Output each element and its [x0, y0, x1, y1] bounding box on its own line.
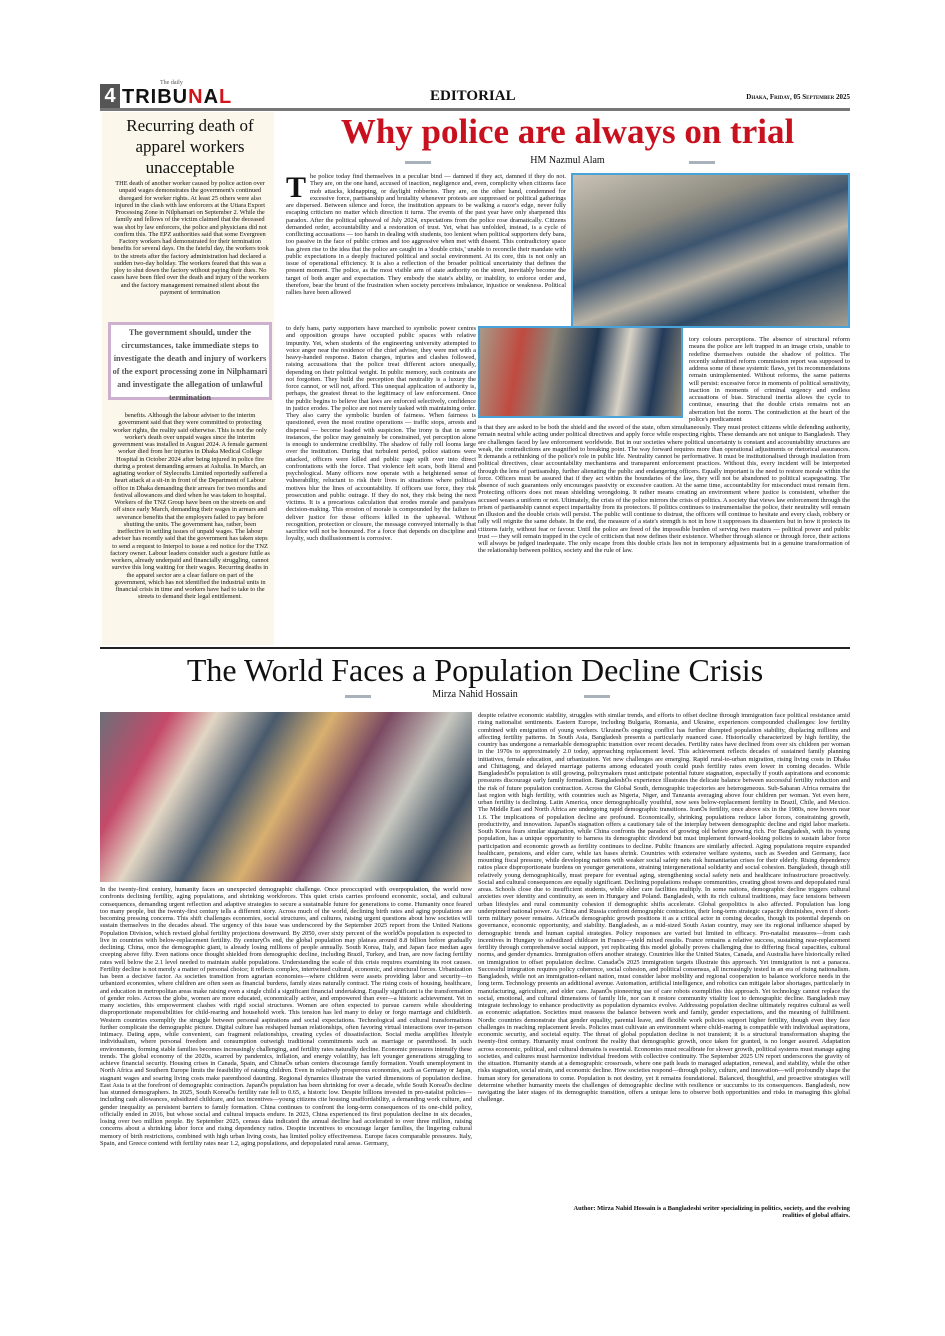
crowd-photo [100, 712, 472, 882]
article-body-column: to defy bans, party supporters have marched to symbolic power centres and opposition groups have occupied public spaces with relative impunity. Yet, when students of the engineering university attempted to voice anger near the residence of the chief adviser, they were met with a heavy-handed response. Baton charges, injuries and clashes followed, raising accusations that the police treat different actors unequally, depending on their political weight. In public memory, such contrasts are not forgotten. They build the perception that neutrality is a luxury the force cannot, or will not, afford. This unequal application of authority is, perhaps, the greatest threat to the legitimacy of law enforcement. Once the public begins to believe that laws are enforced selectively, confidence in justice erodes. The police are not merely tasked with maintaining order. They also carry the symbolic burden of fairness. When fairness is questioned, even the most routine operations — traffic stops, arrests and dispersal — become loaded with suspicion. The irony is that in some instances, the police may genuinely be constrained, yet perception alone is enough to undermine credibility. The shadow of fully roll looms large over the institution. During that turbulent period, police stations were attacked, officers were killed and public rage spilt over into direct confrontations with the force. That violence left scars, both literal and psychological. Many officers now operate with a heightened sense of vulnerability, reluctant to risk their lives in situations where political motives blur the lines of accountability. If officers use force, they risk prosecution and public outrage. If they do not, they risk being the next victims. It is a precarious calculation that erodes morale and paralyses decision-making. This erosion of morale is compounded by the failure to deliver justice for those officers killed in the upheaval. Without recognition, protection or closure, the message conveyed internally is that sacrifice will not be honoured. For a force that depends on discipline and loyalty, such disillusionment is corrosive. [286, 325, 476, 543]
page-number: 4 [100, 84, 120, 108]
drop-cap: T [286, 173, 307, 204]
article-headline: The World Faces a Population Decline Crisis [186, 652, 764, 688]
article-body-column: is that they are asked to be both the shield and the sword of the state, often simultaneously. They must protect citizens while defending authority, remain neutral while acting under political directives and apply force while respecting rights. These demands are not unique to Bangladesh. They are challenges faced by law enforcement worldwide. But in our societies where political uncertainty is constant and accountability structures are weak, the contradictions are magnified to breaking point. The way forward requires more than operational adjustments or rhetorical assurances. It demands a rethinking of the police's role in public life. Neutrality cannot be performative. It must be institutionalised through insulation from political directives, clear accountability mechanisms and transparent enforcement practices. Without this, every incident will be interpreted through the lens of partisanship, further alienating the public and endangering officers. Equally important is the need to restore morale within the force. Officers must be assured that if they act within the boundaries of the law, they will not be abandoned to political scapegoating. The absence of such guarantees only encourages passivity or excessive caution. At the same time, accountability for misconduct must remain firm. Protecting officers does not mean shielding wrongdoing. It rather means creating an environment where justice is consistent, whether the accused wears a uniform or not. Ultimately, the crisis of the police mirrors the crisis of politics. A society that views law enforcement through the prism of partisanship cannot expect impartiality from its protectors. If politics continues to instrumentalise the police, their neutrality will remain an illusion and the double crisis will persist. The public will continue to distrust, the officers will continue to hesitate and every clash, robbery or rally will reignite the same debate. In the end, the measure of a state's strength is not in how it suppresses its dissenters but in how it protects its citizens fairly, without fear or favour. Until the police are freed of the impossible burden of serving two masters — political power and public trust — they will remain trapped in the cycle of criticism that now defines their existence. Whether through silence or through force, their actions will always be judged inadequate. The only escape from this double crisis lies not in temporary adjustments but in a genuine transformation of the relationship between politics, society and the rule of law. [478, 424, 850, 555]
police-officers-photo [478, 326, 683, 418]
byline-bar [584, 695, 610, 698]
masthead-logo: TRIBUNAL [122, 86, 233, 108]
article-body-column: despite relative economic stability, struggles with similar trends, and efforts to offset decline through immigration face political resistance amid rising nationalist sentiments. Eastern Europe, including Bulgaria, Romania, and Ukraine, experiences compounded challenges: low fertility combined with emigration of young workers. UkraineÕs ongoing conflict has further disrupted population stability, displacing millions and affecting fertility patterns. In South Asia, Bangladesh presents a particularly nuanced case. Historically characterized by high fertility, the country has undergone a remarkable demographic transition over recent decades. Fertility rates have declined from over six children per woman in the 1970s to approximately 2.0 today, approaching replacement level. This achievement reflects decades of sustained family planning initiatives, female education, and urbanization. Yet new challenges are emerging. Rapid rural-to-urban migration, rising living costs in Dhaka and Chittagong, and delayed marriage patterns among educated youth could push fertility rates even lower in coming decades. While BangladeshÕs population is still growing, policymakers must anticipate potential future stagnation, especially if youth aspirations and economic pressures discourage early family formation. BangladeshÕs experience illustrates the delicate balance between successful fertility reduction and the risk of future population contraction. Across the Global South, demographic trajectories are heterogeneous. Sub-Saharan Africa remains the last region with high fertility, with countries such as Nigeria, Niger, and Tanzania averaging above four children per woman. Yet even here, urban fertility is declining. Latin America, once demographically youthful, now sees below-replacement fertility in Brazil, Chile, and Mexico. The Middle East and North Africa are undergoing rapid demographic transitions. IranÕs fertility, once above six in the 1980s, now hovers near 1.6. The implications of population decline are profound. Economically, shrinking populations reduce labor forces, constraining growth, productivity, and innovation. JapanÕs stagnation offers a cautionary tale of the interplay between demographic decline and rigid labor markets. South Korea fears similar stagnation, while China confronts the paradox of growing old before growing rich. For Bangladesh, with its young population, has a unique opportunity to harness its demographic dividend but must implement forward-looking policies to sustain labor force participation and economic growth as fertility continues to decline. Public finances are similarly affected. Aging populations require expanded healthcare, pensions, and elder care, while tax bases shrink. Countries with extensive welfare systems, such as Sweden and Germany, face mounting fiscal pressure, while developing nations with weaker social safety nets risk humanitarian crises for their elderly. Rising dependency ratios place disproportionate burdens on younger generations, straining intergenerational solidarity and social cohesion. Bangladesh, though still relatively young demographically, must prepare for eventual aging, strengthening social safety nets and healthcare infrastructure proactively. Social and cultural consequences are equally significant. Declining populations reshape communities, creating ghost towns and depopulated rural areas. Schools close due to insufficient students, while elder care facilities multiply. In some nations, demographic decline triggers cultural anxieties over identity and continuity, as seen in Hungary and Poland. Bangladesh, with its rich cultural traditions, may face tensions between urban lifestyles and rural community cohesion if demographic shifts accelerate. Global geopolitics is also affected. Population has long underpinned national power. As China and Russia confront demographic contraction, their long-term strategic capacity diminishes, even if short-term military power remains. AfricaÕs demographic growth positions it as a critical actor in coming decades, though its potential depends on governance, economic opportunity, and stability. Bangladesh, as a mid-sized South Asian country, may see its regional influence shaped by demographic trends and human capital strategies. Policy responses are varied but limited in efficacy. Pro-natalist measures—from cash incentives in Hungary to subsidized childcare in France—yield mixed results. France remains a relative success, sustaining near-replacement fertility through comprehensive social support, yet replicating this model globally proves challenging due to differing fiscal capacities, cultural norms, and gender dynamics. Immigration offers another strategy. Countries like the United States, Canada, and Australia have historically relied on immigration to offset population decline. CanadaÕs 2025 immigration targets illustrate this approach. Yet immigration is not a panacea. Successful integration requires policy coherence, social cohesion, and political consensus, all increasingly tested in an era of rising nationalism. Bangladesh, while not an immigration-reliant nation, must consider labor mobility and regional cooperation to balance workforce needs in the long term. Technology presents an additional avenue. Automation, artificial intelligence, and robotics can mitigate labor shortages, particularly in manufacturing, agriculture, and elder care. JapanÕs pioneering use of care robots exemplifies this approach. Yet technology cannot replace the social, emotional, and cultural dimensions of family life, nor can it restore community vitality lost to demographic decline. Bangladesh may integrate technology to enhance productivity as population dynamics evolve. Addressing population decline ultimately requires cultural as well as economic adaptation. Societies must reassess the balance between work and family, gender expectations, and the meaning of fulfillment. Nordic countries demonstrate that gender equality, parental leave, and flexible work policies support higher fertility, though even they face challenges in reaching replacement levels. Policies must cultivate an environment where child-rearing is compatible with individual aspirations, economic security, and societal equity. The threat of global population decline is not transient; it is a structural transformation shaping the twenty-first century. Humanity must confront the reality that demographic growth, once taken for granted, is no longer assured. Adaptation across economic, political, and cultural domains is essential. Economies must recalibrate for slower growth, political systems must manage aging societies, and cultures must harmonize individual freedom with collective continuity. The September 2025 UN report underscores the gravity of the situation. Humanity stands at a demographic crossroads, where one path leads to managed adaptation, renewal, and stability, while the other risks stagnation, social strain, and economic decline. How societies respond—through policy, culture, and innovation—will profoundly shape the human story for generations to come. Population is not destiny, yet it remains foundational. Balanced, thoughtful, and proactive strategies will determine whether humanity meets the challenges of demographic decline with resilience or succumbs to its consequences. Bangladesh, now navigating the later stages of its demographic transition, offers a unique lens to observe both opportunities and risks in managing this global challenge. [478, 712, 850, 1104]
section-divider [100, 647, 850, 649]
byline-bar [689, 161, 715, 164]
byline-bar [345, 695, 371, 698]
pull-quote: The government should, under the circumstances, take immediate steps to investigate the death and injury of workers of the export processing zone in Nilphamari and investigate the allegation of unlawful termination [108, 322, 272, 400]
article-headline: Why police are always on trial [340, 112, 795, 151]
byline-bar [405, 161, 431, 164]
article-body: The police today find themselves in a peculiar bind — damned if they act, damned if they do not. They are, on the one hand, accused of inaction, negligence and, even, complicity when citizens face mob attacks, kidnapping, or daylight robberies. They are, on the other hand, condemned for excessive force, partisanship and brutality whenever protests are suppressed or political gatherings are dispersed. Between silence and force, the institution appears to be walking a razor's edge, never fully escaping criticism no matter which direction it turns. The events of the past year have only sharpened this paradox. After the political upheaval of July 2024, expectations from the police rose dramatically. Citizens demanded order, accountability and a restoration of trust. Yet, what has unfolded, instead, is a cycle of conflicting accusations — too harsh in dealing with students, too lenient when political supporters defy bans, too passive in the face of public crimes and too aggressive when met with dissent. This contradictory space has given rise to the idea that the police are caught in a 'double crisis,' unable to reconcile their mandate with public expectations in a deeply fractured political and social environment. At its core, this is not only an issue of operational efficiency. It is also a reflection of the broader political uncertainty that defines the present moment. The police, as the most visible arm of state authority on the street, inevitably become the target of both anger and expectation. They embody the state's ability, or inability, to enforce order and, therefore, bear the brunt of the frustration when society perceives imbalance, injustice or weakness. Political rallies have been allowed [286, 173, 566, 296]
article-byline [285, 155, 850, 166]
page-header [100, 80, 850, 108]
section-title: EDITORIAL [430, 88, 516, 104]
police-protest-photo [571, 173, 850, 328]
article-body-column: tory colours perceptions. The absence of structural reform means the police are left trapped in an image crisis, unable to redefine themselves outside the shadow of politics. The recently submitted reform commission report was supposed to address some of these systemic flaws, yet its recommendations remain unimplemented. Without reforms, the same patterns will persist: excessive force in moments of political sensitivity, inaction in moments of criminal urgency and endless accusations of bias. Structural inertia allows the cycle to continue, ensuring that the double crisis remains not an aberration but the norm. The contradiction at the heart of the police's predicament [689, 336, 850, 423]
byline-text: Mirza Nahid Hossain [432, 689, 518, 700]
editorial-body: THE death of another worker caused by police action over unpaid wages demonstrates the government's continued disregard for worker rights. At least 25 others were also injured in the clash with law enforcers at the Uttara Export Processing Zone in Nilphamari on September 2. While the family and fellows of the victim claimed that the deceased was shot by law enforcers, the police and physicians did not confirm this. The EPZ authorities said that some Evergreen Factory workers had demonstrated for their termination benefits for several days. On the fateful day, the workers took to the streets after the factory administration had declared a sudden two-day holiday. The workers feared that this was a ploy to shut down the factory without paying their dues. No cases have been filed over the death and injury of the workers and the factory management remained silent about the payment of termination [110, 180, 270, 296]
article-byline [100, 689, 850, 700]
author-note: Author: Mirza Nahid Hossain is a Bangladeshi writer specializing in politics, society, and the evolving realities of global affairs. [573, 1205, 850, 1220]
article-body-column: In the twenty-first century, humanity faces an unexpected demographic challenge. Once preoccupied with overpopulation, the world now confronts declining fertility, aging populations, and shrinking workforces. This quiet crisis carries profound economic, social, and cultural consequences, demanding urgent reflection and adaptive strategies to secure a sustainable future for generations to come. Humanity once feared too many people, but the twenty-first century tells a different story. Across much of the world, declining birth rates and aging populations are becoming pressing concerns. This shift challenges economies, social structures, and cultures, raising urgent questions about how societies will sustain themselves in the decades ahead. The urgency of this issue was underscored by the September 2025 report from the United Nations Population Division, which revised global fertility projections downward. By 2050, over sixty percent of the worldÕs population is expected to live in countries with below-replacement fertility. By centuryÕs end, the global population may plateau around 8.8 billion before gradually declining. China, once the demographic giant, is already losing millions of people annually. South Korea, Italy, and Japan face median ages creeping above fifty. Even nations once thought shielded from demographic decline, including Brazil, Turkey, and Iran, are now facing fertility rates well below the 2.1 level needed to maintain stable populations. Understanding the scale of this crisis requires examining its root causes. Fertility decline is not merely a matter of personal choice; it reflects complex, intertwined cultural, economic, and structural forces. Urbanization has been a decisive factor. As societies transition from agrarian economies—where children were assets providing labor and security—to urbanized economies, where children are often seen as financial burdens, family sizes naturally contract. The rising costs of housing, healthcare, and education in metropolitan areas make raising even a single child a significant financial undertaking. Equally significant is the transformation of gender roles. Across the globe, women are more educated, economically active, and empowered than ever—a historic achievement. Yet in many societies, this empowerment clashes with rigid social structures. Women are often expected to pursue careers while shouldering disproportionate responsibilities for child-rearing and household work. This tension has led many to delay or forgo marriage and childbirth. Western countries exemplify the struggle between personal aspirations and social expectations. Technological and cultural transformations further complicate the demographic picture. Digital culture has reshaped human relationships, often favoring virtual interactions over in-person intimacy. Dating apps, while convenient, can fragment relationships, creating cycles of dissatisfaction. Social media amplifies lifestyle individualism, where personal freedom and consumption outweigh traditional commitments such as marriage or parenthood. In such environments, forming stable families becomes increasingly challenging, and fertility rates naturally decline. Economic pressures intensify these trends. The global economy of the 2020s, scarred by pandemics, inflation, and energy volatility, has left younger generations struggling to achieve financial security. Housing crises in Canada, Spain, and ChinaÕs urban centers discourage family formation. Youth unemployment in North Africa and Southern Europe limits the feasibility of raising children. Even in relatively prosperous economies, such as Germany or Japan, stagnant wages and soaring living costs make parenthood daunting. Regional dynamics illustrate the varied dimensions of population decline. East Asia is at the forefront of demographic contraction. JapanÕs population has been shrinking for over a decade, while South KoreaÕs decline has stunned demographers. In 2025, South KoreaÕs fertility rate fell to 0.65, a historic low. Despite billions invested in pro-natalist policies—including cash allowances, subsidized childcare, and tax incentives—young citizens cite housing unaffordability, a demanding work culture, and gender inequality as persistent barriers to family formation. China continues to confront the long-term consequences of its one-child policy, officially ended in 2016, but whose social and cultural impacts endure. In 2023, China experienced its first population decline in six decades, losing over two million people. By September 2025, census data indicated the annual decline had accelerated to over three million, raising concerns about a shrinking labor force and rising dependency ratios. Despite incentives to encourage larger families, the lingering cultural memory of birth restrictions, combined with high urban living costs, has limited policy effectiveness. Europe faces comparable pressures. Italy, Spain, and Greece contend with fertility rates near 1.2, aging populations, and depopulated rural areas. Germany, [100, 886, 472, 1147]
logo-tagline: The daily [160, 80, 183, 86]
issue-date: Dhaka, Friday, 05 September 2025 [746, 93, 850, 101]
editorial-body-continued: benefits. Although the labour adviser to the interim government said that they were committed to protecting worker rights, the reality said otherwise. This is not the only worker's death over unpaid wages since the interim government was installed in August 2024. A female garment worker died from her injuries in Dhaka Medical College Hospital in October 2024 after being injured in police fire during a protest demanding arrears at Ashulia. In March, an agitating worker of Stylecrafts Limited reportedly suffered a heart attack at a sit-in in front of the Department of Labour office in Dhaka demanding their arrears for two months and festival allowances and died when he was taken to hospital. Workers of the TNZ Group have been on the streets on and off since early March, demanding their wages in arrears and severance benefits that the employers failed to pay before shutting the units. The government has, rather, been ineffective in settling issues of unpaid wages. The labour adviser has recently said that the government has taken steps to send a request to Interpol to issue a red notice for the TNZ factory owner. Labour leaders consider such a gesture futile as workers, already underpaid and financially struggling, cannot survive this long waiting for their wages. Recurring deaths in the apparel sector are a clear failure on part of the government, which has not identified the industrial units in financial crisis in time and workers have had to take to the streets to demand their legal entitlement. [110, 412, 270, 601]
byline-text: HM Nazmul Alam [530, 155, 605, 166]
editorial-title: Recurring death of apparel workers unacceptable [126, 116, 254, 177]
